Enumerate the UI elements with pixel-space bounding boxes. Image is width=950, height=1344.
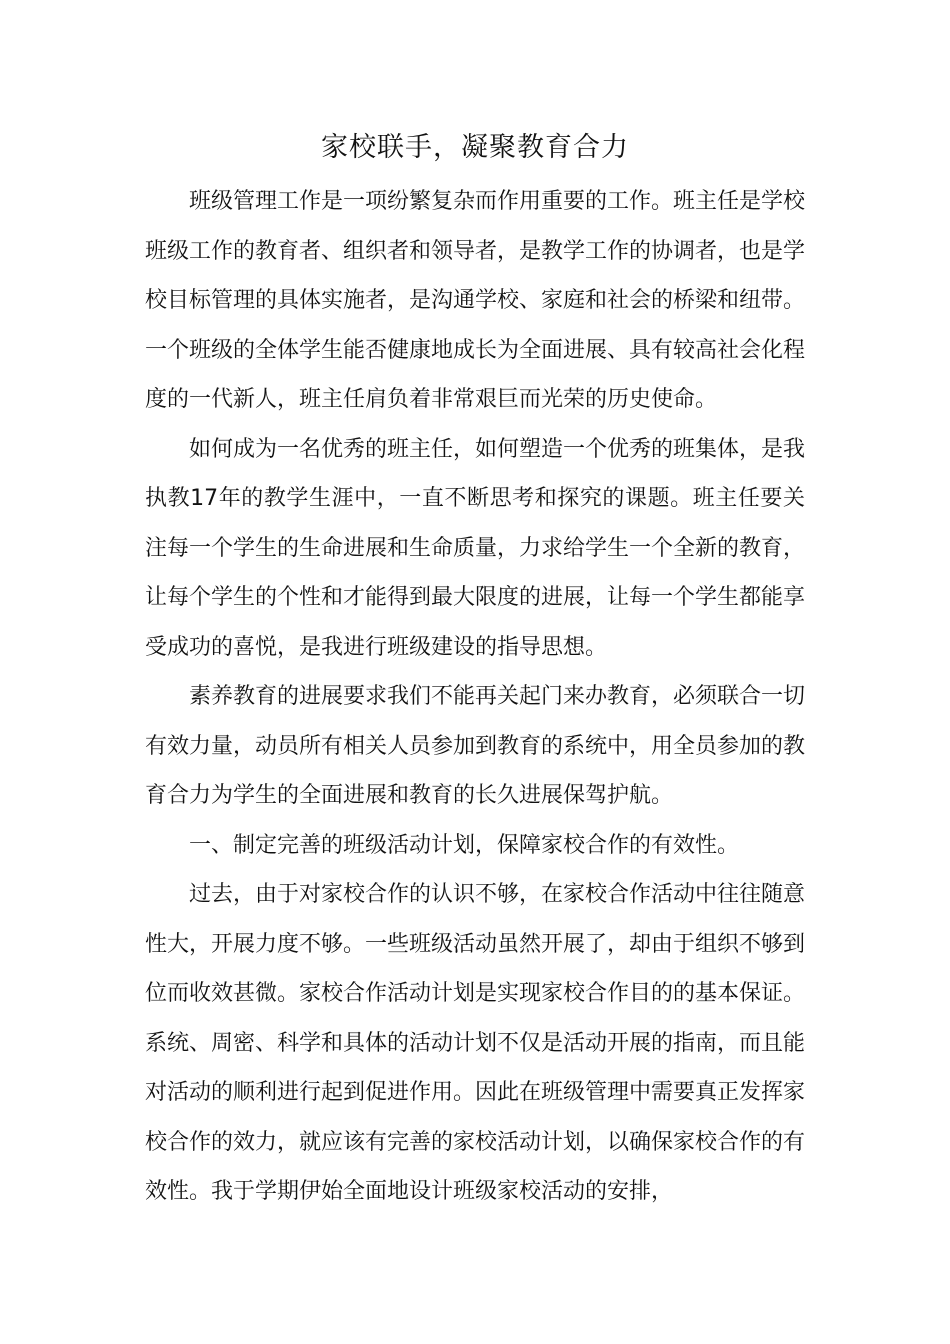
paragraph-4: 过去，由于对家校合作的认识不够，在家校合作活动中往往随意性大，开展力度不够。一些班级活动虽然开展了，却由于组织不够到位而收效甚微。家校合作活动计划是实现家校合作目的的基本保证。系统、周密、科学和具体的活动计划不仅是活动开展的指南，而且能对活动的顺利进行起到促进作用。因此在班级管理中需要真正发挥家校合作的效力，就应该有完善的家校活动计划，以确保家校合作的有效性。我于学期伊始全面地设计班级家校活动的安排， xyxy=(145,882,806,1204)
paragraph-3: 素养教育的进展要求我们不能再关起门来办教育，必须联合一切有效力量，动员所有相关人员参加到教育的系统中，用全员参加的教育合力为学生的全面进展和教育的长久进展保驾护航。 xyxy=(145,684,806,808)
section-heading-1: 一、制定完善的班级活动计划，保障家校合作的有效性。 xyxy=(189,832,740,858)
paragraph-1: 班级管理工作是一项纷繁复杂而作用重要的工作。班主任是学校班级工作的教育者、组织者和领导者，是教学工作的协调者，也是学校目标管理的具体实施者，是沟通学校、家庭和社会的桥梁和纽带。一个班级的全体学生能否健康地成长为全面进展、具有较高社会化程度的一代新人，班主任肩负着非常艰巨而光荣的历史使命。 xyxy=(145,189,806,412)
paragraph-2: 如何成为一名优秀的班主任，如何塑造一个优秀的班集体，是我执教17年的教学生涯中，一直不断思考和探究的课题。班主任要关注每一个学生的生命进展和生命质量，力求给学生一个全新的教育，让每个学生的个性和才能得到最大限度的进展，让每一个学生都能享受成功的喜悦，是我进行班级建设的指导思想。 xyxy=(145,436,806,660)
document-body xyxy=(145,177,805,1217)
document-title: 家校联手，凝聚教育合力 xyxy=(321,132,629,163)
